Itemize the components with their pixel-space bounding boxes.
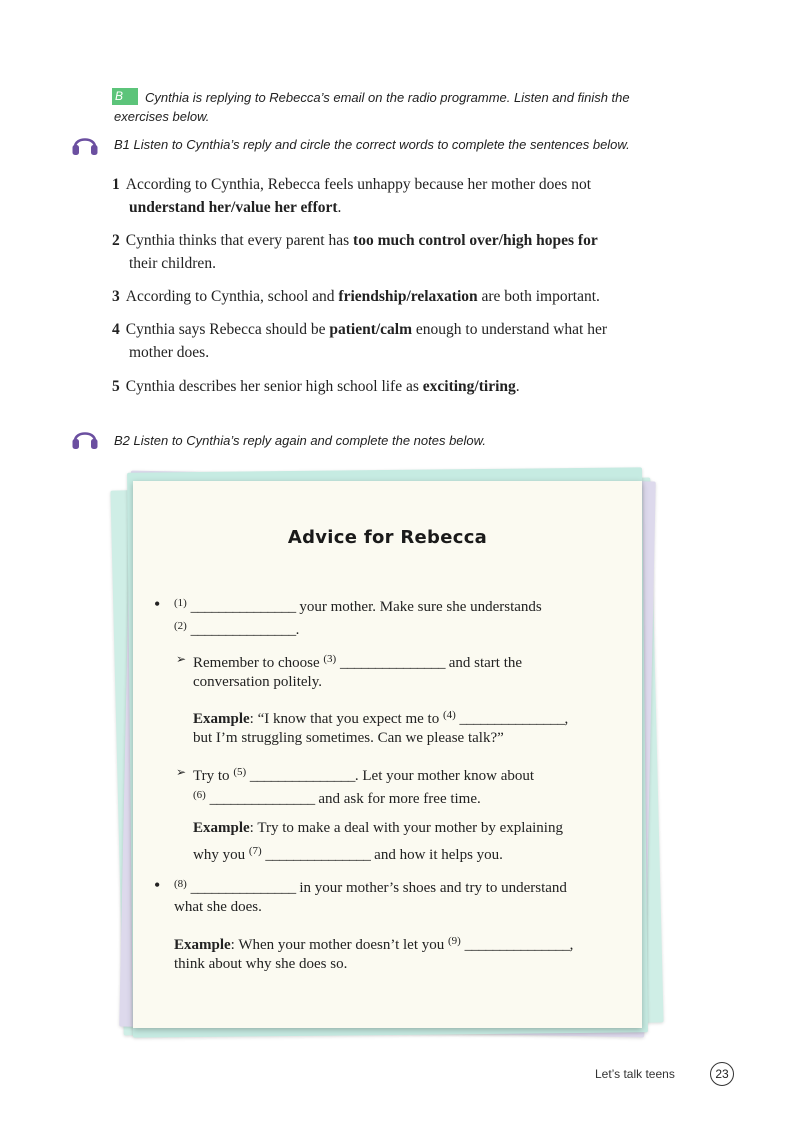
note-text: why you: [193, 847, 249, 863]
question-text: According to Cynthia, Rebecca feels unhappy because her mother does not: [125, 176, 592, 193]
blank-4[interactable]: _______________: [459, 711, 565, 727]
note-text: : Try to make a deal with your mother by explaining: [249, 820, 563, 836]
blank-number: (9): [448, 935, 461, 947]
blank-5[interactable]: _______________: [249, 768, 355, 784]
section-b-intro: Cynthia is replying to Rebecca’s email on the radio programme. Listen and finish the exercises below.: [114, 90, 630, 124]
blank-3[interactable]: _______________: [339, 655, 445, 671]
answer-options[interactable]: exciting/tiring: [422, 378, 516, 395]
arrow-bullet-icon: ➢: [176, 652, 187, 666]
blank-number: (8): [174, 878, 187, 890]
answer-options[interactable]: patient/calm: [329, 321, 413, 338]
note-text: : When your mother doesn’t let you: [230, 937, 448, 953]
question-text-end: their children.: [129, 255, 216, 272]
note-text: and how it helps you.: [370, 847, 503, 863]
note-line-4: conversation politely.: [193, 674, 322, 690]
note-line-8: what she does.: [174, 899, 262, 915]
headphones-icon[interactable]: [71, 131, 99, 157]
note-text: : “I know that you expect me to: [249, 711, 443, 727]
page-number: 23: [710, 1062, 734, 1086]
question-text-end: .: [337, 199, 342, 216]
note-text: . Let your mother know about: [354, 768, 535, 784]
example-label: Example: [193, 820, 250, 836]
blank-2[interactable]: _______________: [190, 622, 296, 638]
question-text-end: .: [515, 378, 520, 395]
note-text: Remember to choose: [193, 655, 324, 671]
blank-number: (5): [233, 766, 247, 778]
note-text: and start the: [444, 655, 523, 671]
question-5: [112, 375, 692, 398]
blank-6[interactable]: _______________: [209, 791, 315, 807]
question-text-mid: enough to understand what her: [412, 321, 608, 338]
note-text: .: [295, 622, 300, 638]
question-number: 4: [112, 321, 120, 338]
note-text: your mother. Make sure she understands: [295, 599, 542, 615]
question-4: [112, 318, 692, 364]
blank-1[interactable]: _______________: [190, 599, 296, 615]
bullet-icon: •: [154, 594, 161, 614]
answer-options[interactable]: friendship/relaxation: [338, 288, 478, 305]
b1-instruction: B1 Listen to Cynthia’s reply and circle the correct words to complete the sentences below.: [114, 137, 630, 152]
note-line-6: [193, 784, 633, 811]
example-label: Example: [174, 937, 231, 953]
example-1-line-2: but I’m struggling sometimes. Can we please talk?”: [193, 730, 504, 746]
question-2: [112, 229, 692, 275]
question-1: [112, 173, 692, 219]
example-label: Example: [193, 711, 250, 727]
answer-options[interactable]: understand her/value her effort: [129, 199, 338, 216]
blank-number: (2): [174, 620, 187, 632]
example-2-line-1: [193, 817, 633, 840]
blank-8[interactable]: _______________: [190, 880, 296, 896]
question-text: Cynthia thinks that every parent has: [125, 232, 354, 249]
note-text: ,: [569, 937, 574, 953]
headphones-icon[interactable]: [71, 425, 99, 451]
note-text: and ask for more free time.: [314, 791, 481, 807]
question-text-end: mother does.: [129, 344, 210, 361]
question-text: Cynthia says Rebecca should be: [125, 321, 330, 338]
question-text: Cynthia describes her senior high school life as: [125, 378, 423, 395]
question-text: According to Cynthia, school and: [125, 288, 339, 305]
note-text: ,: [564, 711, 569, 727]
footer-section-title: Let’s talk teens: [595, 1067, 675, 1081]
blank-number: (6): [193, 789, 206, 801]
note-line-2: [174, 615, 634, 642]
arrow-bullet-icon: ➢: [176, 765, 187, 779]
note-text: Try to: [193, 768, 234, 784]
section-b-badge: B: [112, 88, 138, 105]
question-number: 1: [112, 176, 120, 193]
blank-9[interactable]: _______________: [464, 937, 570, 953]
note-text: in your mother’s shoes and try to understand: [295, 880, 567, 896]
notes-title: Advice for Rebecca: [287, 527, 488, 548]
question-number: 5: [112, 378, 120, 395]
example-2-line-2: [193, 840, 633, 867]
blank-number: (7): [248, 845, 262, 857]
answer-options[interactable]: too much control over/high hopes for: [353, 232, 598, 249]
question-3: [112, 285, 692, 308]
blank-number: (4): [442, 709, 456, 721]
question-text-end: are both important.: [477, 288, 600, 305]
blank-number: (1): [174, 597, 187, 609]
question-number: 2: [112, 232, 120, 249]
b2-instruction: B2 Listen to Cynthia’s reply again and complete the notes below.: [114, 433, 486, 448]
blank-7[interactable]: _______________: [265, 847, 371, 863]
bullet-icon: •: [154, 875, 161, 895]
example-3-line-2: think about why she does so.: [174, 956, 348, 972]
blank-number: (3): [323, 653, 337, 665]
question-number: 3: [112, 288, 120, 305]
